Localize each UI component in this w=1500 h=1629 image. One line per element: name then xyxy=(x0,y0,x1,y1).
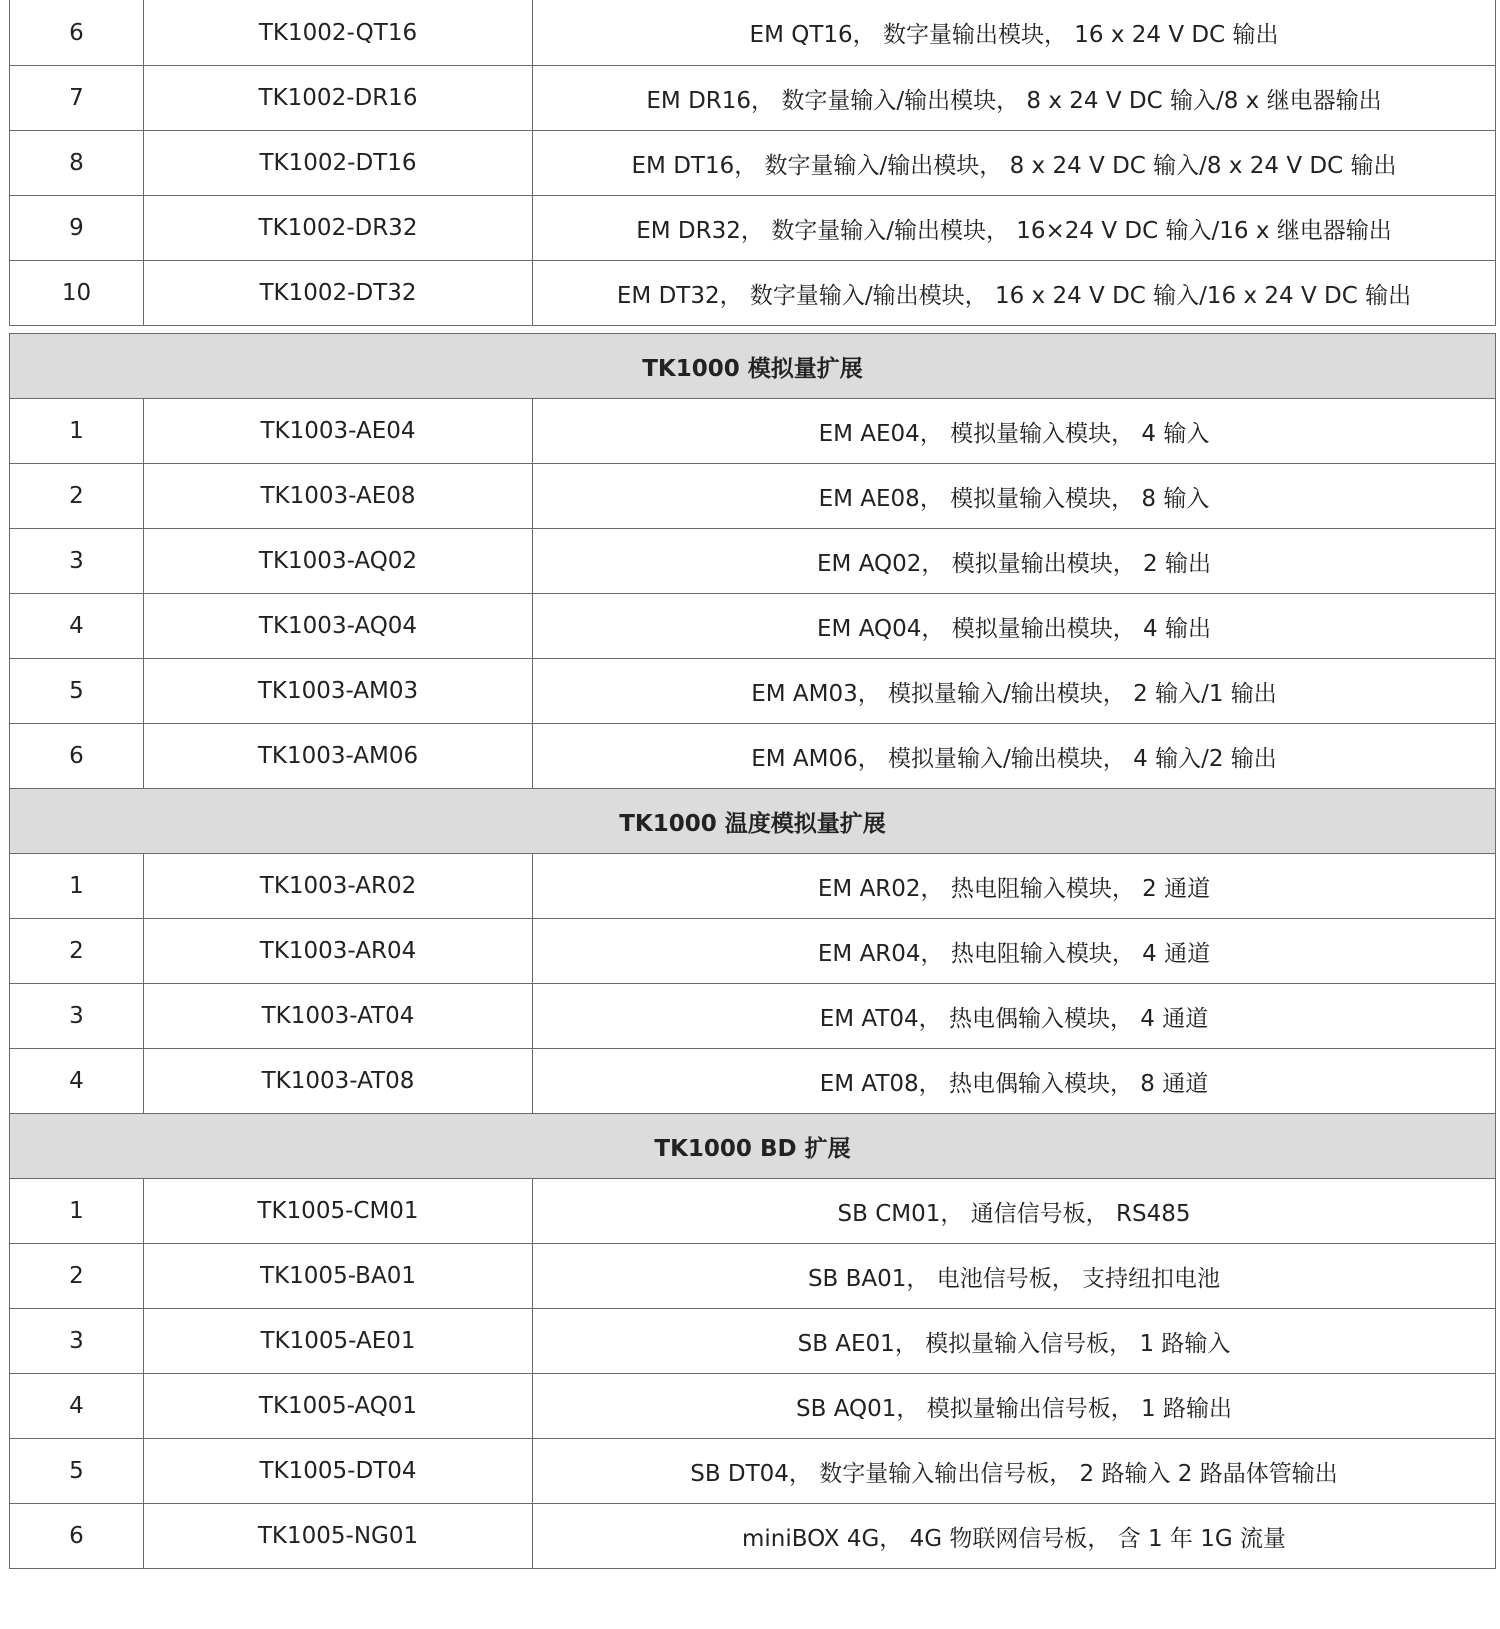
row-number: 1 xyxy=(10,399,144,464)
description: EM AQ04， 模拟量输出模块， 4 输出 xyxy=(533,594,1496,659)
row-number: 6 xyxy=(10,0,144,66)
table-gap xyxy=(10,326,1496,334)
row-number: 2 xyxy=(10,464,144,529)
table-row xyxy=(10,1439,1496,1504)
model-code: TK1005-DT04 xyxy=(144,1439,533,1504)
description: miniBOX 4G， 4G 物联网信号板， 含 1 年 1G 流量 xyxy=(533,1504,1496,1569)
section-title: TK1000 模拟量扩展 xyxy=(10,334,1496,399)
description: EM DR32， 数字量输入/输出模块， 16×24 V DC 输入/16 x 继电器输出 xyxy=(533,196,1496,261)
row-number: 3 xyxy=(10,529,144,594)
model-code: TK1005-BA01 xyxy=(144,1244,533,1309)
section-title: TK1000 BD 扩展 xyxy=(10,1114,1496,1179)
description: SB CM01， 通信信号板， RS485 xyxy=(533,1179,1496,1244)
section-header-row xyxy=(10,1114,1496,1179)
row-number: 6 xyxy=(10,1504,144,1569)
description: EM AM03， 模拟量输入/输出模块， 2 输入/1 输出 xyxy=(533,659,1496,724)
table-row xyxy=(10,131,1496,196)
description: EM AE08， 模拟量输入模块， 8 输入 xyxy=(533,464,1496,529)
model-code: TK1005-NG01 xyxy=(144,1504,533,1569)
row-number: 4 xyxy=(10,1049,144,1114)
section-title: TK1000 温度模拟量扩展 xyxy=(10,789,1496,854)
model-code: TK1005-AE01 xyxy=(144,1309,533,1374)
description: EM AT04， 热电偶输入模块， 4 通道 xyxy=(533,984,1496,1049)
table-row xyxy=(10,196,1496,261)
section-header-row xyxy=(10,334,1496,399)
description: SB BA01， 电池信号板， 支持纽扣电池 xyxy=(533,1244,1496,1309)
description: SB AE01， 模拟量输入信号板， 1 路输入 xyxy=(533,1309,1496,1374)
table-row xyxy=(10,1504,1496,1569)
row-number: 4 xyxy=(10,594,144,659)
description: EM AR02， 热电阻输入模块， 2 通道 xyxy=(533,854,1496,919)
description: SB AQ01， 模拟量输出信号板， 1 路输出 xyxy=(533,1374,1496,1439)
model-code: TK1003-AR04 xyxy=(144,919,533,984)
table-row xyxy=(10,1244,1496,1309)
table-row xyxy=(10,1309,1496,1374)
model-code: TK1003-AM03 xyxy=(144,659,533,724)
table-row xyxy=(10,984,1496,1049)
model-code: TK1002-QT16 xyxy=(144,0,533,66)
model-code: TK1005-AQ01 xyxy=(144,1374,533,1439)
table-row xyxy=(10,399,1496,464)
model-code: TK1003-AT04 xyxy=(144,984,533,1049)
description: EM DT32， 数字量输入/输出模块， 16 x 24 V DC 输入/16 x 24 V DC 输出 xyxy=(533,261,1496,326)
model-code: TK1003-AT08 xyxy=(144,1049,533,1114)
product-table xyxy=(9,0,1496,1569)
row-number: 8 xyxy=(10,131,144,196)
description: SB DT04， 数字量输入输出信号板， 2 路输入 2 路晶体管输出 xyxy=(533,1439,1496,1504)
row-number: 3 xyxy=(10,984,144,1049)
description: EM QT16， 数字量输出模块， 16 x 24 V DC 输出 xyxy=(533,0,1496,66)
model-code: TK1003-AQ02 xyxy=(144,529,533,594)
model-code: TK1002-DT16 xyxy=(144,131,533,196)
description: EM AQ02， 模拟量输出模块， 2 输出 xyxy=(533,529,1496,594)
table-row xyxy=(10,659,1496,724)
row-number: 2 xyxy=(10,919,144,984)
row-number: 3 xyxy=(10,1309,144,1374)
table-row xyxy=(10,261,1496,326)
description: EM DT16， 数字量输入/输出模块， 8 x 24 V DC 输入/8 x 24 V DC 输出 xyxy=(533,131,1496,196)
row-number: 9 xyxy=(10,196,144,261)
description: EM AR04， 热电阻输入模块， 4 通道 xyxy=(533,919,1496,984)
table-row xyxy=(10,1374,1496,1439)
table-row xyxy=(10,1179,1496,1244)
table-row xyxy=(10,66,1496,131)
section-header-row xyxy=(10,789,1496,854)
table-row xyxy=(10,529,1496,594)
row-number: 5 xyxy=(10,659,144,724)
table-row xyxy=(10,464,1496,529)
model-code: TK1003-AR02 xyxy=(144,854,533,919)
model-code: TK1003-AM06 xyxy=(144,724,533,789)
description: EM AE04， 模拟量输入模块， 4 输入 xyxy=(533,399,1496,464)
row-number: 6 xyxy=(10,724,144,789)
row-number: 1 xyxy=(10,854,144,919)
table-row xyxy=(10,724,1496,789)
description: EM DR16， 数字量输入/输出模块， 8 x 24 V DC 输入/8 x 继电器输出 xyxy=(533,66,1496,131)
description: EM AM06， 模拟量输入/输出模块， 4 输入/2 输出 xyxy=(533,724,1496,789)
row-number: 4 xyxy=(10,1374,144,1439)
table-row xyxy=(10,854,1496,919)
row-number: 1 xyxy=(10,1179,144,1244)
table-row xyxy=(10,594,1496,659)
model-code: TK1005-CM01 xyxy=(144,1179,533,1244)
model-code: TK1002-DT32 xyxy=(144,261,533,326)
model-code: TK1003-AE08 xyxy=(144,464,533,529)
model-code: TK1002-DR16 xyxy=(144,66,533,131)
description: EM AT08， 热电偶输入模块， 8 通道 xyxy=(533,1049,1496,1114)
table-row xyxy=(10,0,1496,66)
row-number: 5 xyxy=(10,1439,144,1504)
model-code: TK1002-DR32 xyxy=(144,196,533,261)
model-code: TK1003-AE04 xyxy=(144,399,533,464)
table-row xyxy=(10,919,1496,984)
table-row xyxy=(10,1049,1496,1114)
model-code: TK1003-AQ04 xyxy=(144,594,533,659)
row-number: 7 xyxy=(10,66,144,131)
row-number: 10 xyxy=(10,261,144,326)
row-number: 2 xyxy=(10,1244,144,1309)
